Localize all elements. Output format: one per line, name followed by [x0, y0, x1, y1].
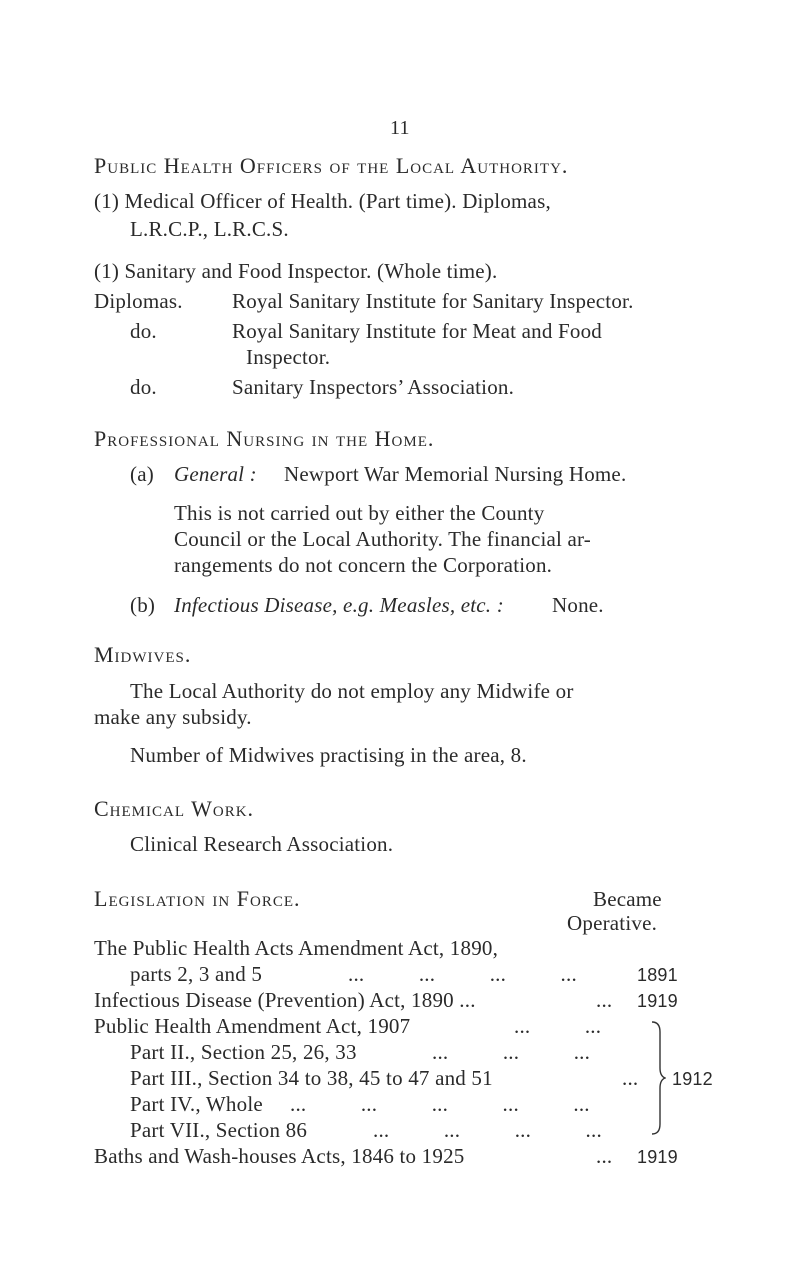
legislation-row-5-leader: ... ... ...	[432, 1040, 591, 1064]
section-heading-nursing: Professional Nursing in the Home.	[94, 426, 435, 451]
midwives-line-2: make any subsidy.	[94, 705, 252, 729]
moh-line-1: (1) Medical Officer of Health. (Part time). Diplomas,	[94, 189, 551, 213]
section-heading-officers: Public Health Officers of the Local Authority.	[94, 153, 569, 178]
legislation-row-3-text: Infectious Disease (Prevention) Act, 1890 ...	[94, 988, 476, 1012]
legislation-row-3-year: 1919	[637, 991, 678, 1011]
legislation-row-6-text: Part III., Section 34 to 38, 45 to 47 and 51	[130, 1066, 493, 1090]
item-b-text: None.	[552, 593, 604, 617]
legislation-row-8-leader: ... ... ... ...	[373, 1118, 602, 1142]
item-b-label: Infectious Disease, e.g. Measles, etc. :	[174, 593, 504, 617]
item-a-label: General :	[174, 462, 257, 486]
legislation-row-9-text: Baths and Wash-houses Acts, 1846 to 1925	[94, 1144, 465, 1168]
diploma-text-2b: Inspector.	[246, 345, 331, 369]
midwives-line-3: Number of Midwives practising in the area, 8.	[130, 743, 527, 767]
legislation-row-1-text: The Public Health Acts Amendment Act, 1890,	[94, 936, 499, 960]
section-heading-midwives: Midwives.	[94, 642, 192, 667]
right-brace	[650, 1020, 666, 1136]
legislation-row-2-leader: ... ... ... ...	[348, 962, 577, 986]
item-b-marker: (b)	[130, 593, 156, 617]
column-header-line-2: Operative.	[567, 911, 658, 935]
midwives-line-1: The Local Authority do not employ any Midwife or	[130, 679, 574, 703]
nursing-para-line-3: rangements do not concern the Corporation.	[174, 553, 553, 577]
diploma-text-3: Sanitary Inspectors’ Association.	[232, 375, 515, 399]
diploma-label-2: do.	[130, 319, 157, 343]
legislation-row-9-year: 1919	[637, 1147, 678, 1167]
nursing-para-line-1: This is not carried out by either the County	[174, 501, 545, 525]
legislation-row-8-text: Part VII., Section 86	[130, 1118, 308, 1142]
diploma-text-1: Royal Sanitary Institute for Sanitary Inspector.	[232, 289, 634, 313]
legislation-row-3-leader: ...	[596, 988, 613, 1012]
diploma-label-1: Diplomas.	[94, 289, 183, 313]
page-number: 11	[390, 117, 410, 139]
nursing-para-line-2: Council or the Local Authority. The financial ar-	[174, 527, 592, 551]
legislation-row-2-text: parts 2, 3 and 5	[130, 962, 263, 986]
chemical-text: Clinical Research Association.	[130, 832, 394, 856]
legislation-row-7-leader: ... ... ... ... ...	[290, 1092, 590, 1116]
legislation-row-7-text: Part IV., Whole	[130, 1092, 263, 1116]
section-heading-chemical: Chemical Work.	[94, 796, 255, 821]
diploma-text-2a: Royal Sanitary Institute for Meat and Food	[232, 319, 603, 343]
bracket-year: 1912	[672, 1069, 713, 1089]
legislation-row-2-year: 1891	[637, 965, 678, 985]
moh-line-2: L.R.C.P., L.R.C.S.	[130, 217, 289, 241]
diploma-label-3: do.	[130, 375, 157, 399]
legislation-row-4-text: Public Health Amendment Act, 1907	[94, 1014, 411, 1038]
legislation-row-5-text: Part II., Section 25, 26, 33	[130, 1040, 357, 1064]
item-a-marker: (a)	[130, 462, 154, 486]
legislation-row-9-leader: ...	[596, 1144, 613, 1168]
section-heading-legislation: Legislation in Force.	[94, 886, 301, 911]
sanitary-inspector-line: (1) Sanitary and Food Inspector. (Whole time).	[94, 259, 498, 283]
legislation-row-4-leader: ... ...	[514, 1014, 602, 1038]
legislation-row-6-leader: ...	[622, 1066, 639, 1090]
column-header-line-1: Became	[593, 887, 662, 911]
item-a-text: Newport War Memorial Nursing Home.	[284, 462, 627, 486]
